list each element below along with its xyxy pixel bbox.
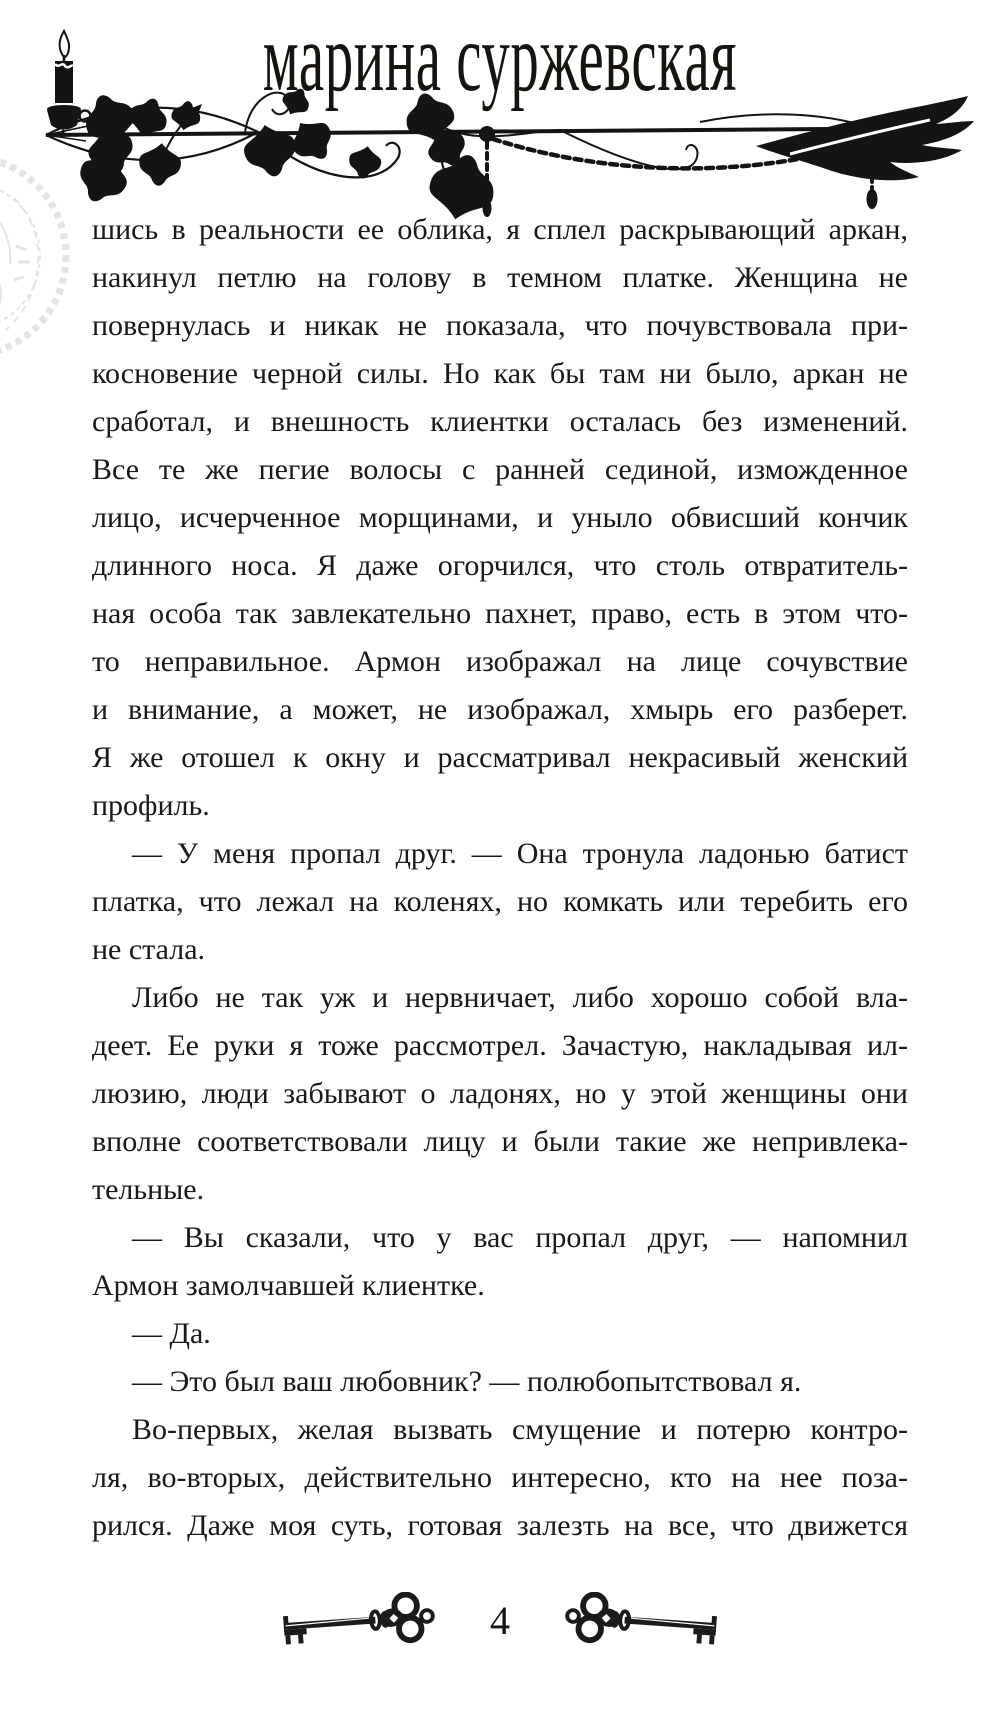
text-line: лицо, исчерченное морщинами, и уныло обвисший кончик <box>92 501 908 534</box>
feather-icon <box>756 96 974 180</box>
text-line: накинул петлю на голову в темном платке. Женщина не <box>92 261 908 294</box>
text-line: люзию, люди забывают о ладонях, но у этой женщины они <box>92 1077 908 1110</box>
text-line: шись в реальности ее облика, я сплел раскрывающий аркан, <box>92 213 908 246</box>
key-right-icon <box>562 1592 728 1654</box>
text-line: — Да. <box>132 1317 211 1350</box>
text-line: тельные. <box>92 1173 205 1206</box>
text-line: ля, во-вторых, действительно интересно, кто на нее поза- <box>92 1461 908 1494</box>
text-line: Либо не так уж и нервничает, либо хорошо собой вла- <box>132 981 908 1014</box>
text-line: сработал, и внешность клиентки осталась без изменений. <box>92 405 908 438</box>
text-line: ная особа так завлекательно пахнет, право, есть в этом что- <box>92 597 908 630</box>
header <box>0 4 1000 112</box>
page-title: марина суржевская <box>262 4 738 112</box>
text-line: Армон замолчавшей клиентке. <box>92 1269 485 1302</box>
text-line: — Это был ваш любовник? — полюбопытствовал я. <box>132 1365 802 1398</box>
text-line: то неправильное. Армон изображал на лице сочувствие <box>92 645 908 678</box>
text-line: Во-первых, желая вызвать смущение и потерю контро- <box>132 1413 908 1446</box>
text-line: рился. Даже моя суть, готовая залезть на все, что движется <box>92 1509 908 1542</box>
text-line: — У меня пропал друг. — Она тронула ладонью батист <box>132 837 908 870</box>
text-line: деет. Ее руки я тоже рассмотрел. Зачастую, накладывая ил- <box>92 1029 908 1062</box>
text-line: платка, что лежал на коленях, но комкать или теребить его <box>92 885 908 918</box>
page-number: 4 <box>490 1598 510 1643</box>
text-line: вполне соответствовали лицу и были такие же непривлека- <box>92 1125 908 1158</box>
text-line: Все те же пегие волосы с ранней сединой, изможденное <box>92 453 908 486</box>
key-left-icon <box>272 1592 438 1654</box>
text-line: длинного носа. Я даже огорчился, что столь отвратитель- <box>92 549 908 582</box>
text-line: — Вы сказали, что у вас пропал друг, — напомнил <box>132 1221 908 1254</box>
text-line: косновение черной силы. Но как бы там ни было, аркан не <box>92 357 908 390</box>
body-text <box>92 206 908 1550</box>
page-footer <box>0 1592 1000 1654</box>
text-line: и внимание, а может, не изображал, хмырь его разберет. <box>92 693 908 726</box>
text-line: повернулась и никак не показала, что почувствовала при- <box>92 309 908 342</box>
text-line: не стала. <box>92 933 206 966</box>
text-line: профиль. <box>92 789 210 822</box>
text-line: Я же отошел к окну и рассматривал некрасивый женский <box>92 741 908 774</box>
